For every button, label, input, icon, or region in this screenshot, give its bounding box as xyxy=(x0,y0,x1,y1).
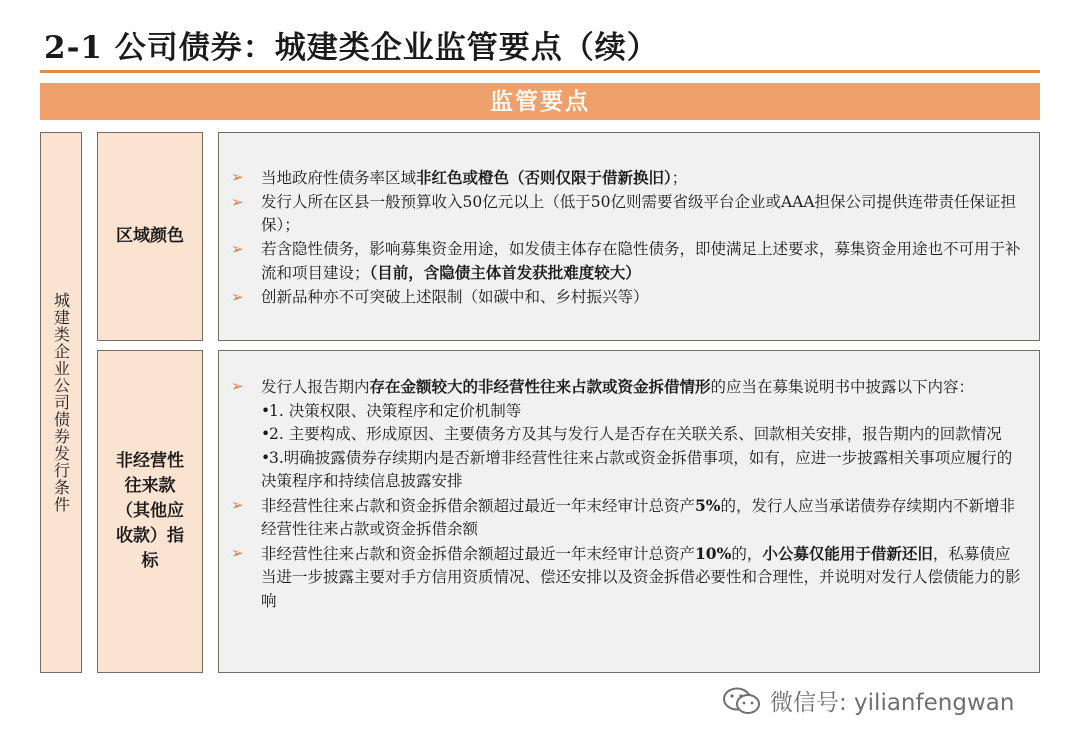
bullet-text: 的，发行人应当承诺债券存续期内不新增非经营性往来占款或资金拆借余额 xyxy=(261,496,1016,538)
sub-point-text: 1. 决策权限、决策程序和定价机制等 xyxy=(269,401,522,420)
bullet-text: 的应当在募集说明书中披露以下内容： xyxy=(710,378,975,396)
arrow-bullet-icon: ➢ xyxy=(231,377,244,395)
category-label: 非经营性往来款（其他应收款）指标 xyxy=(116,451,184,571)
bullet-text: 发行人所在区县一般预算收入50亿元以上（低于50亿则需要省级平台企业或AAA担保公司提供连带责任保证担保）； xyxy=(261,192,1017,234)
bullet-text-bold: 5% xyxy=(695,495,721,515)
bullet-text-bold: （目前，含隐债主体首发获批难度较大） xyxy=(369,263,641,282)
bullet-text: 创新品种亦不可突破上述限制（如碳中和、乡村振兴等） xyxy=(261,287,649,306)
bullet-text-bold: 小公募仅能用于借新还旧 xyxy=(762,543,933,563)
bullet-text: 非经营性往来占款和资金拆借余额超过最近一年末经审计总资产 xyxy=(261,544,696,563)
bullet-text: 非经营性往来占款和资金拆借余额超过最近一年末经审计总资产 xyxy=(261,496,696,515)
arrow-bullet-icon: ➢ xyxy=(231,239,244,258)
category-non-operating-receivables xyxy=(97,350,203,673)
bullet-text: 的， xyxy=(731,544,763,563)
bullet-point xyxy=(231,238,1021,286)
category-region-color xyxy=(97,132,203,341)
bullet-text: 若含隐性债务，影响募集资金用途，如发债主体存在隐性债务，即使满足上述要求，募集资金用途也不可用于补流和项目建设； xyxy=(261,239,1021,282)
wechat-icon xyxy=(722,686,762,716)
bullet-point xyxy=(231,166,1021,191)
wechat-watermark xyxy=(722,684,1014,717)
region-color-points xyxy=(218,132,1040,341)
bullet-text: 当地政府性债务率区域 xyxy=(261,169,417,187)
bullet-text: ，私募债应当进一步披露主要对手方信用资质情况、偿还安排以及资金拆借必要性和合理性，并说明对发行人偿债能力的影响 xyxy=(261,544,1021,610)
bullet-point xyxy=(231,542,1021,614)
bullet-point xyxy=(231,375,1021,400)
sub-point-text: 2. 主要构成、形成原因、主要债务方及其与发行人是否存在关联关系、回款相关安排，报告期内的回款情况 xyxy=(269,425,1002,443)
arrow-bullet-icon: ➢ xyxy=(231,168,244,186)
bullet-text-bold: 10% xyxy=(695,543,732,563)
sub-point xyxy=(231,447,1021,494)
bullet-text-bold: 非红色或橙色（否则仅限于借新换旧） xyxy=(416,168,672,187)
title-divider xyxy=(40,70,1040,73)
bullet-point xyxy=(231,494,1021,542)
arrow-bullet-icon: ➢ xyxy=(231,192,244,211)
section-banner: 监管要点 xyxy=(40,83,1040,120)
sub-point xyxy=(231,423,1021,447)
arrow-bullet-icon: ➢ xyxy=(231,287,244,306)
bullet-text-bold: 存在金额较大的非经营性往来占款或资金拆借情形 xyxy=(369,377,711,396)
receivables-points xyxy=(218,350,1040,673)
arrow-bullet-icon: ➢ xyxy=(231,495,244,514)
arrow-bullet-icon: ➢ xyxy=(231,543,244,562)
sub-point-text: 3.明确披露债券存续期内是否新增非经营性往来占款或资金拆借事项，如有，应进一步披露相关事项应履行的决策程序和持续信息披露安排 xyxy=(261,448,1013,490)
dot-bullet-icon: • xyxy=(261,448,271,467)
bullet-text: 发行人报告期内 xyxy=(261,378,370,396)
bullet-point xyxy=(231,191,1021,238)
watermark-text: 微信号: yilianfengwan xyxy=(770,690,1015,716)
dot-bullet-icon: • xyxy=(261,425,271,443)
category-label: 区域颜色 xyxy=(116,226,184,246)
side-label-text: 城建类企业公司债券发行条件 xyxy=(51,292,71,513)
page-title: 2-1 公司债券：城建类企业监管要点（续） xyxy=(44,30,659,66)
bullet-text: ； xyxy=(671,169,688,187)
side-label xyxy=(40,132,82,673)
sub-point xyxy=(231,400,1021,424)
dot-bullet-icon: • xyxy=(261,401,271,420)
bullet-point xyxy=(231,286,1021,310)
